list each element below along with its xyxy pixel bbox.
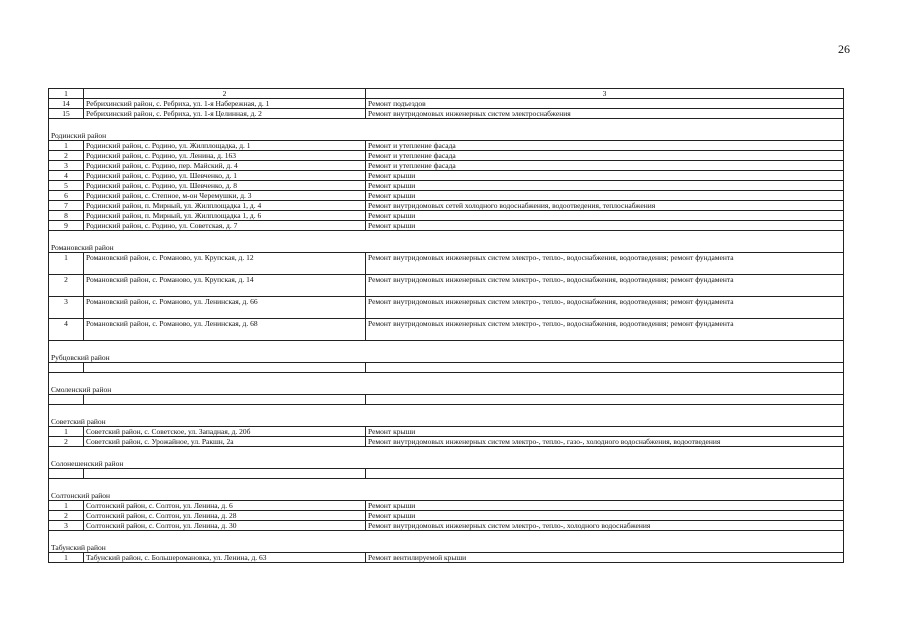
building-address: Романовский район, с. Романово, ул. Крупская, д. 12: [84, 253, 366, 275]
repair-work: Ремонт и утепление фасада: [366, 161, 844, 171]
building-address: Ребрихинский район, с. Ребриха, ул. 1-я Целинная, д. 2: [84, 109, 366, 119]
building-address: Солтонский район, с. Солтон, ул. Ленина, д. 6: [84, 501, 366, 511]
building-address: Романовский район, с. Романово, ул. Ленинская, д. 68: [84, 319, 366, 341]
register-body: [49, 89, 844, 563]
column-number-header-row: [49, 89, 844, 99]
building-address: Солтонский район, с. Солтон, ул. Ленина, д. 28: [84, 511, 366, 521]
building-address: Советский район, с. Урожайное, ул. Ракшн, 2а: [84, 437, 366, 447]
table-row: [49, 297, 844, 319]
repair-work: Ремонт внутридомовых инженерных систем электро-, тепло-, водоснабжения, водоотведения; ремонт фундамента: [366, 253, 844, 275]
row-number: 8: [49, 211, 84, 221]
repair-work: Ремонт и утепление фасада: [366, 151, 844, 161]
empty-address-cell: [84, 469, 366, 479]
table-row: [49, 141, 844, 151]
building-address: Солтонский район, с. Солтон, ул. Ленина, д. 30: [84, 521, 366, 531]
repair-work: Ремонт и утепление фасада: [366, 141, 844, 151]
row-number: 5: [49, 181, 84, 191]
building-address: Родинский район, с. Степное, м-он Черемушки, д. 3: [84, 191, 366, 201]
table-row: [49, 211, 844, 221]
empty-number-cell: [49, 395, 84, 405]
table-row: [49, 201, 844, 211]
table-row: [49, 191, 844, 201]
empty-address-cell: [84, 363, 366, 373]
repair-work: Ремонт крыши: [366, 501, 844, 511]
district-heading-row: [49, 531, 844, 553]
building-address: Советский район, с. Советское, ул. Западная, д. 20б: [84, 427, 366, 437]
row-number: 1: [49, 141, 84, 151]
building-address: Романовский район, с. Романово, ул. Крупская, д. 14: [84, 275, 366, 297]
row-number: 15: [49, 109, 84, 119]
district-name: Смоленский район: [49, 373, 844, 395]
table-row: [49, 427, 844, 437]
row-number: 1: [49, 553, 84, 563]
table-row: [49, 161, 844, 171]
table-row: [49, 253, 844, 275]
district-heading-row: [49, 231, 844, 253]
district-name: Рубцовский район: [49, 341, 844, 363]
table-row: [49, 181, 844, 191]
district-heading-row: [49, 447, 844, 469]
district-name: Советский район: [49, 405, 844, 427]
building-address: Родинский район, с. Родино, ул. Шевченко, д. 8: [84, 181, 366, 191]
table-row: [49, 99, 844, 109]
empty-work-cell: [366, 363, 844, 373]
table-row: [49, 501, 844, 511]
building-address: Родинский район, с. Родино, пер. Майский, д. 4: [84, 161, 366, 171]
row-number: 3: [49, 297, 84, 319]
row-number: 3: [49, 521, 84, 531]
row-number: 3: [49, 161, 84, 171]
row-number: 6: [49, 191, 84, 201]
row-number: 4: [49, 171, 84, 181]
repair-work: Ремонт крыши: [366, 511, 844, 521]
repair-work: Ремонт внутридомовых инженерных систем электро-, тепло-, водоснабжения, водоотведения; ремонт фундамента: [366, 319, 844, 341]
empty-row: [49, 395, 844, 405]
table-row: [49, 437, 844, 447]
empty-number-cell: [49, 469, 84, 479]
table-row: [49, 521, 844, 531]
building-address: Родинский район, с. Родино, ул. Ленина, д. 163: [84, 151, 366, 161]
repair-work: Ремонт внутридомовых инженерных систем электро-, тепло-, холодного водоснабжения: [366, 521, 844, 531]
empty-row: [49, 363, 844, 373]
row-number: 1: [49, 253, 84, 275]
row-number: 2: [49, 511, 84, 521]
district-name: Солтонский район: [49, 479, 844, 501]
repair-work: Ремонт крыши: [366, 221, 844, 231]
repair-work: Ремонт крыши: [366, 211, 844, 221]
district-name: Родинский район: [49, 119, 844, 141]
table-row: [49, 151, 844, 161]
empty-work-cell: [366, 469, 844, 479]
repair-work: Ремонт крыши: [366, 427, 844, 437]
repair-register-table: [48, 88, 844, 563]
column-2-header: 2: [84, 89, 366, 99]
building-address: Романовский район, с. Романово, ул. Ленинская, д. 66: [84, 297, 366, 319]
repair-work: Ремонт подъездов: [366, 99, 844, 109]
district-heading-row: [49, 479, 844, 501]
building-address: Табунский район, с. Большеромановка, ул. Ленина, д. 63: [84, 553, 366, 563]
repair-work: Ремонт внутридомовых сетей холодного водоснабжения, водоотведения, теплоснабжения: [366, 201, 844, 211]
row-number: 1: [49, 501, 84, 511]
repair-work: Ремонт внутридомовых инженерных систем электро-, тепло-, газо-, холодного водоснабжения, водоотведения: [366, 437, 844, 447]
table-row: [49, 275, 844, 297]
repair-work: Ремонт вентилируемой крыши: [366, 553, 844, 563]
table-row: [49, 553, 844, 563]
district-name: Романовский район: [49, 231, 844, 253]
building-address: Родинский район, с. Родино, ул. Шевченко, д. 1: [84, 171, 366, 181]
row-number: 14: [49, 99, 84, 109]
table-row: [49, 171, 844, 181]
building-address: Родинский район, с. Родино, ул. Жилплощадка, д. 1: [84, 141, 366, 151]
repair-work: Ремонт внутридомовых инженерных систем электроснабжения: [366, 109, 844, 119]
empty-number-cell: [49, 363, 84, 373]
row-number: 4: [49, 319, 84, 341]
repair-work: Ремонт крыши: [366, 181, 844, 191]
row-number: 9: [49, 221, 84, 231]
page-number: 26: [838, 42, 850, 56]
repair-work: Ремонт внутридомовых инженерных систем электро-, тепло-, водоснабжения, водоотведения; ремонт фундамента: [366, 275, 844, 297]
column-1-header: 1: [49, 89, 84, 99]
row-number: 2: [49, 275, 84, 297]
repair-work: Ремонт крыши: [366, 171, 844, 181]
empty-row: [49, 469, 844, 479]
building-address: Родинский район, п. Мирный, ул. Жилплощадка 1, д. 6: [84, 211, 366, 221]
table-row: [49, 511, 844, 521]
empty-work-cell: [366, 395, 844, 405]
district-heading-row: [49, 373, 844, 395]
empty-address-cell: [84, 395, 366, 405]
repair-work: Ремонт внутридомовых инженерных систем электро-, тепло-, водоснабжения, водоотведения; ремонт фундамента: [366, 297, 844, 319]
district-heading-row: [49, 341, 844, 363]
row-number: 1: [49, 427, 84, 437]
table-row: [49, 109, 844, 119]
row-number: 2: [49, 437, 84, 447]
district-heading-row: [49, 119, 844, 141]
building-address: Родинский район, п. Мирный, ул. Жилплощадка 1, д. 4: [84, 201, 366, 211]
building-address: Родинский район, с. Родино, ул. Советская, д. 7: [84, 221, 366, 231]
repair-work: Ремонт крыши: [366, 191, 844, 201]
row-number: 7: [49, 201, 84, 211]
table-row: [49, 319, 844, 341]
column-3-header: 3: [366, 89, 844, 99]
row-number: 2: [49, 151, 84, 161]
district-heading-row: [49, 405, 844, 427]
table-row: [49, 221, 844, 231]
district-name: Табунский район: [49, 531, 844, 553]
district-name: Солонешенский район: [49, 447, 844, 469]
building-address: Ребрихинский район, с. Ребриха, ул. 1-я Набережная, д. 1: [84, 99, 366, 109]
